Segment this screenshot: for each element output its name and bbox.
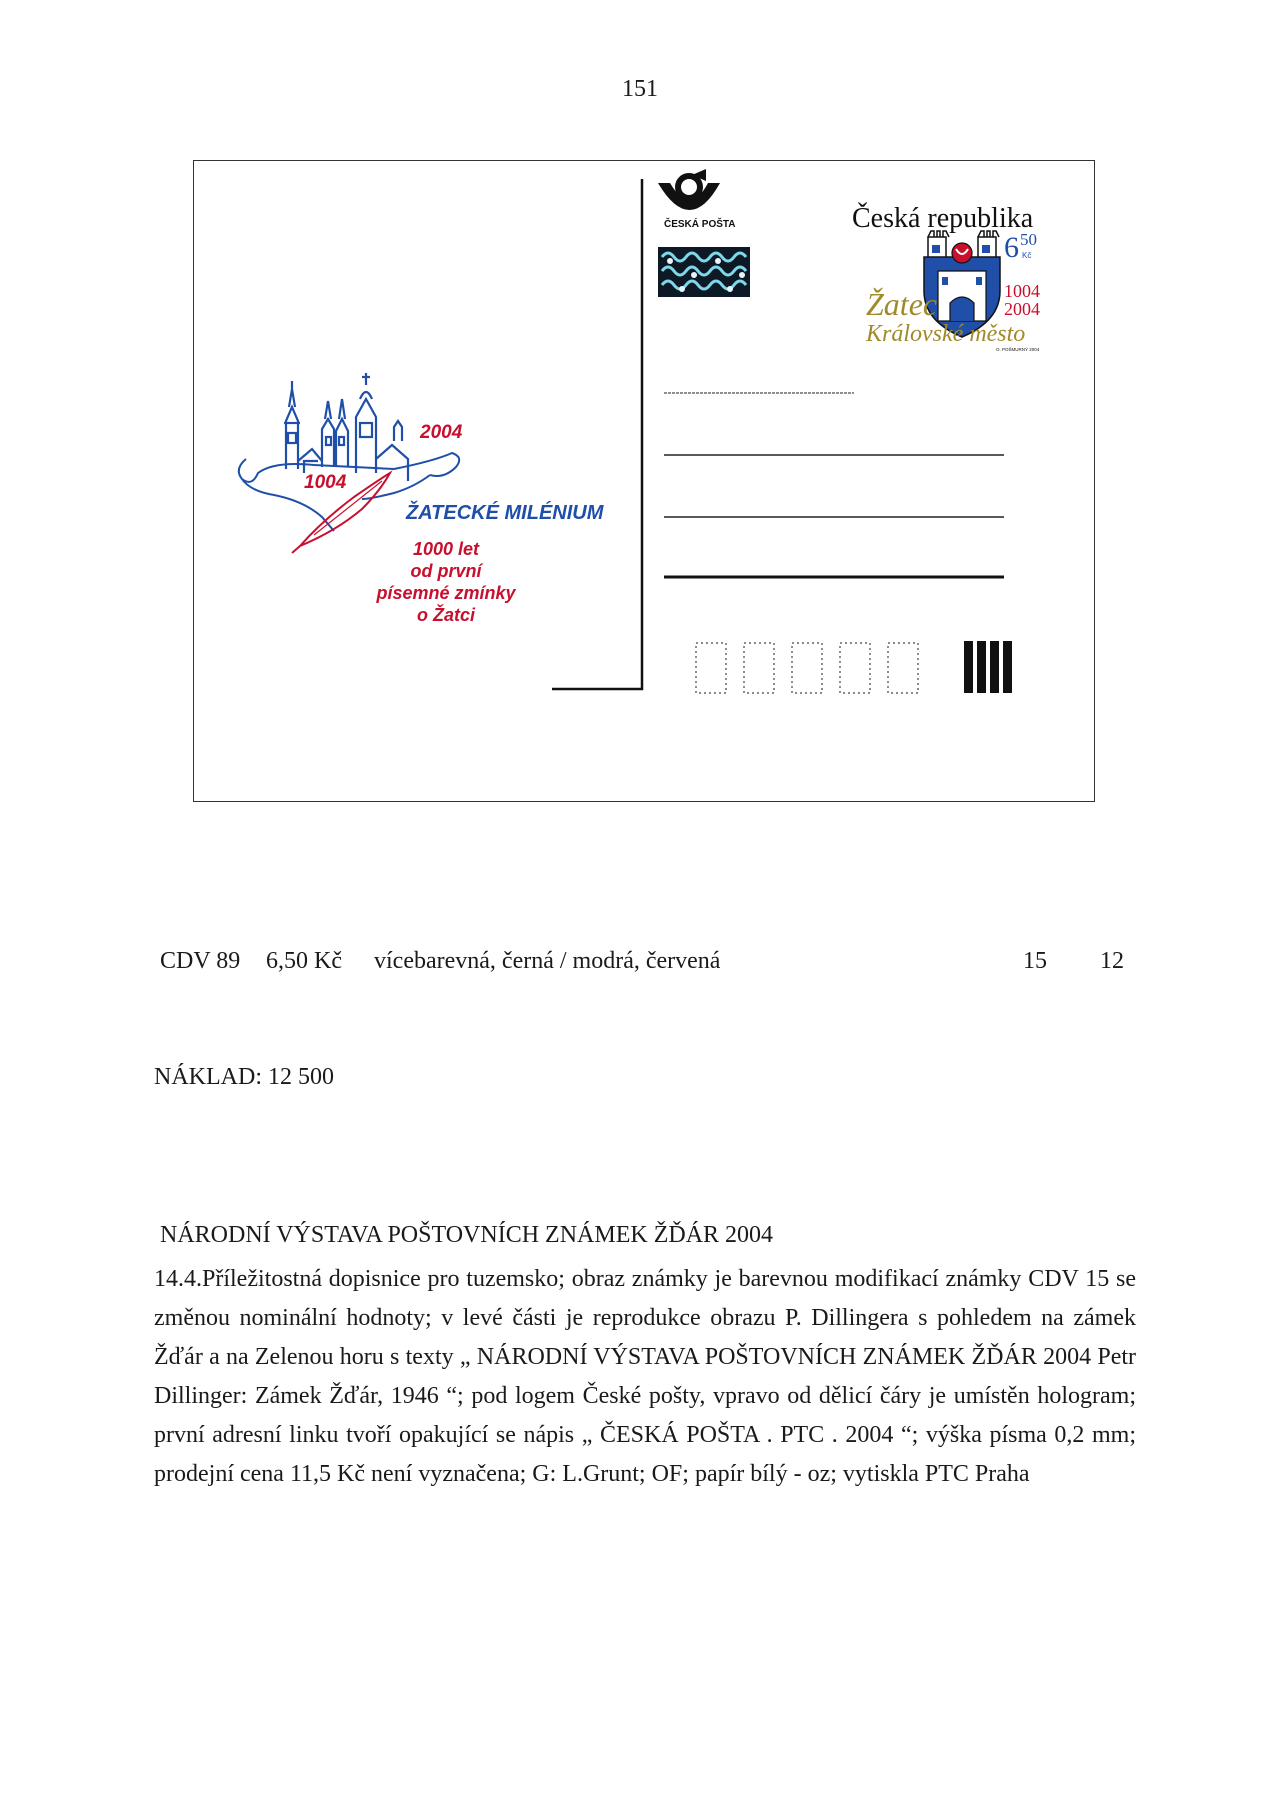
stamp-designer: O. POŠMURNÝ 2004 [996, 347, 1040, 352]
catalog-value-b: 12 [1100, 948, 1124, 974]
logo-year-start: 1004 [304, 472, 347, 493]
postcard-image [193, 160, 1095, 802]
post-logo-label: ČESKÁ POŠTA [664, 219, 736, 230]
logo-subtitle-line: od první [410, 561, 482, 581]
print-run: NÁKLAD: 12 500 [154, 1064, 334, 1090]
address-lines [664, 393, 1004, 577]
stamp-currency: Kč [1022, 251, 1032, 260]
stamp-town: Žatec [866, 286, 938, 322]
section-title: NÁRODNÍ VÝSTAVA POŠTOVNÍCH ZNÁMEK ŽĎÁR 2004 [160, 1222, 774, 1248]
franking-bars-icon [964, 641, 1012, 693]
ceska-posta-logo [658, 169, 736, 230]
millennium-logo [239, 373, 605, 625]
page-number: 151 [622, 76, 658, 102]
post-horn-icon [658, 169, 720, 210]
stamp-town-subtitle: Královské město [866, 321, 1026, 347]
logo-year-end: 2004 [420, 422, 463, 443]
postal-code-boxes [696, 643, 918, 693]
logo-subtitle-line: o Žatci [416, 605, 476, 625]
catalog-value-a: 15 [1023, 948, 1047, 974]
divider-line [552, 179, 642, 689]
stamp [852, 203, 1040, 352]
catalog-code: CDV 89 [160, 948, 241, 974]
logo-subtitle-line: písemné zmínky [376, 583, 516, 603]
stamp-year-end: 2004 [1004, 299, 1040, 319]
hologram-icon [658, 247, 750, 297]
stamp-year-start: 1004 [1004, 281, 1040, 301]
stamp-value-main: 6 [1004, 231, 1019, 264]
logo-subtitle-line: 1000 let [412, 539, 480, 559]
section-description: 14.4.Příležitostná dopisnice pro tuzemsko; obraz známky je barevnou modifikací známky CDV 15 se změnou nominální hodnoty; v levé části je reprodukce obrazu P. Dillingera s pohledem na zámek Žďár a na Zelenou horu s texty „ NÁRODNÍ VÝSTAVA POŠTOVNÍCH ZNÁMEK ŽĎÁR 2004 Petr Dillinger: Zámek Žďár, 1946 “; pod logem České pošty, vpravo od dělicí čáry je umístěn hologram; první adresní linku tvoří opakující se nápis „ ČESKÁ POŠTA . PTC . 2004 “; výška písma 0,2 mm; prodejní cena 11,5 Kč není vyznačena; G: L.Grunt; OF; papír bílý - oz; vytiskla PTC Praha [154, 1266, 1136, 1487]
stamp-country: Česká republika [852, 203, 1034, 234]
stamp-value-fraction: 50 [1020, 230, 1037, 249]
catalog-price: 6,50 Kč [266, 948, 342, 974]
catalog-colors: vícebarevná, černá / modrá, červená [374, 948, 721, 974]
logo-title: ŽATECKÉ MILÉNIUM [406, 502, 604, 524]
